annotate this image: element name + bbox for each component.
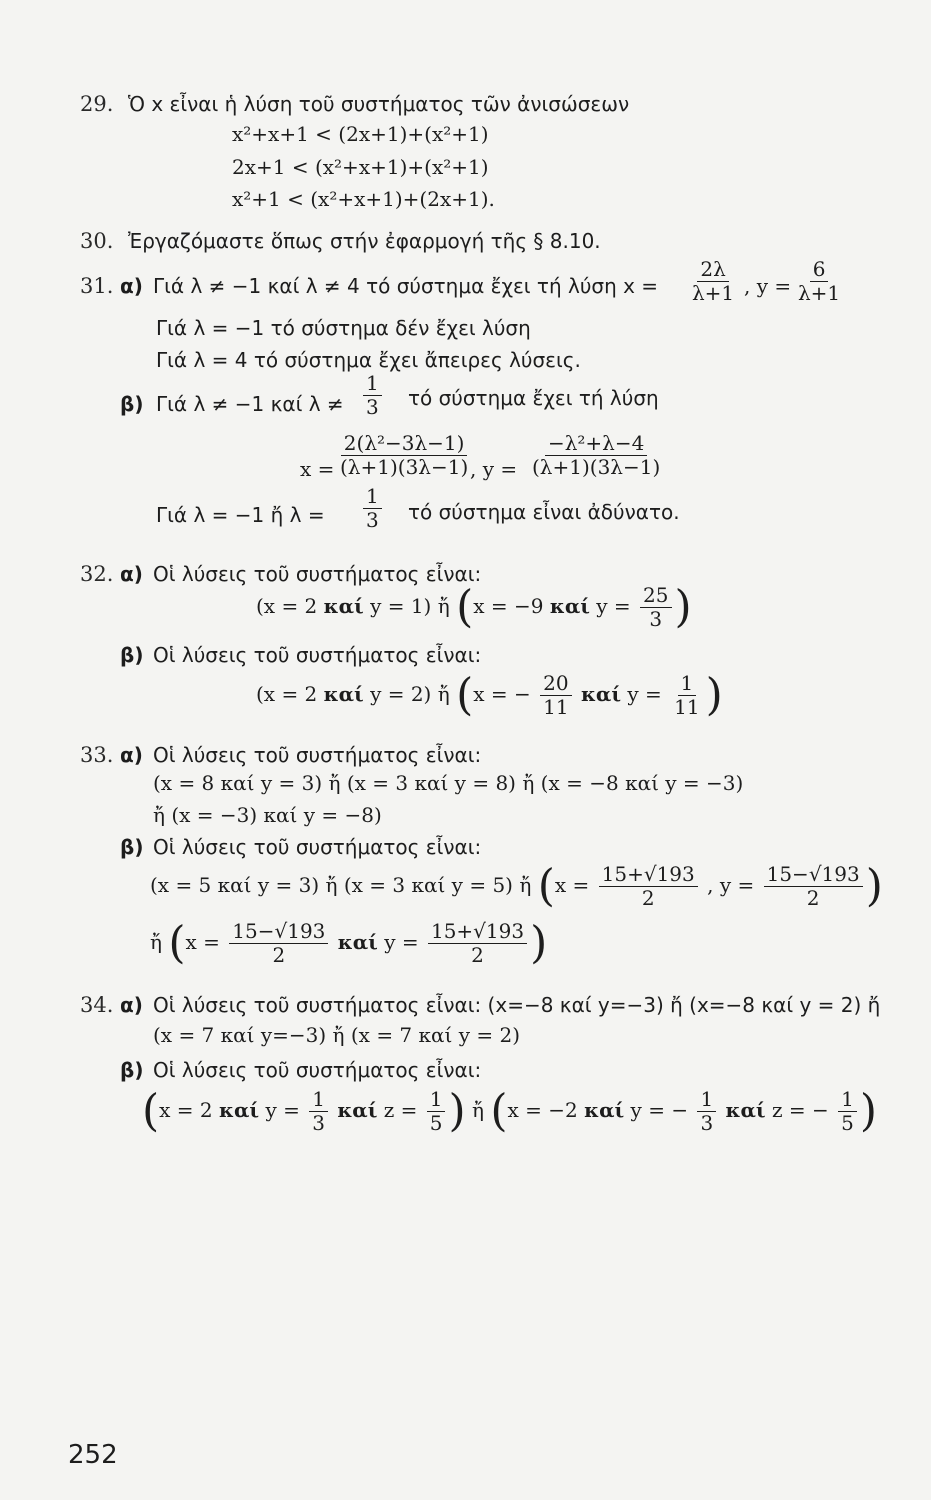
part-a-label: α): [120, 562, 143, 586]
item-number-33: 33.: [80, 743, 114, 767]
problem-32a-text: Οἱ λύσεις τοῦ συστήματος εἶναι:: [153, 562, 482, 586]
problem-31a-x-fraction: $\frac{2\lambda}{\lambda+1}$: [692, 257, 735, 305]
part-a-label: α): [120, 993, 143, 1017]
problem-33b-line-2: ἤ (x = $\frac{15-√193}{2}$ καί y = $\frac{15+√193}{2}$ ): [150, 917, 548, 969]
problem-31b-x-fraction: $\frac{\text{2(λ²−3λ−1)}}{(\lambda+1)(3\lambda-1)}$: [340, 431, 469, 479]
problem-31b-y-lhs: , y =: [470, 457, 518, 481]
problem-32a-solutions: (x = 2 καί y = 1) ἤ (x = −9 καί y = $\frac{25}{3}$ ): [256, 581, 692, 633]
item-number-29: 29.: [80, 92, 114, 116]
problem-31c-post: τό σύστημα εἶναι ἀδύνατο.: [408, 500, 680, 524]
inequality-line-2: 2x+1 < (x²+x+1)+(x²+1): [232, 155, 489, 179]
inequality-line-1: x²+x+1 < (2x+1)+(x²+1): [232, 122, 489, 146]
item-number-30: 30.: [80, 229, 114, 253]
problem-34a-line-2: (x = 7 καί y=−3) ἤ (x = 7 καί y = 2): [153, 1023, 521, 1047]
item-number-32: 32.: [80, 562, 114, 586]
problem-31a-text: Γιά λ ≠ −1 καί λ ≠ 4 τό σύστημα ἔχει τή λύση x =: [153, 274, 659, 298]
problem-31c-fraction: $\frac{1}{3}$: [360, 485, 385, 532]
problem-34b-text: Οἱ λύσεις τοῦ συστήματος εἶναι:: [153, 1058, 482, 1082]
problem-32b-solutions: (x = 2 καί y = 2) ἤ (x = − $\frac{20}{11}$ καί y = $\frac{1}{11}$ ): [256, 669, 723, 721]
problem-31b-fraction: $\frac{1}{3}$: [360, 372, 385, 419]
problem-31b-y-fraction: $\frac{\text{−λ²+λ−4}}{(\lambda+1)(3\lambda-1)}$: [532, 431, 661, 479]
problem-33a-line-1: (x = 8 καί y = 3) ἤ (x = 3 καί y = 8) ἤ (x = −8 καί y = −3): [153, 771, 744, 795]
problem-31b-x-lhs: x =: [300, 457, 335, 481]
problem-30-text: Ἐργαζόμαστε ὅπως στήν ἐφαρμογή τῆς § 8.10.: [128, 229, 601, 253]
problem-31a-y-fraction: $\frac{6}{\lambda+1}$: [798, 257, 841, 305]
problem-31b-pre: Γιά λ ≠ −1 καί λ ≠: [156, 392, 344, 416]
part-b-label: β): [120, 643, 144, 667]
problem-31a-case-2: Γιά λ = 4 τό σύστημα ἔχει ἄπειρες λύσεις.: [156, 348, 581, 372]
problem-31a-case-1: Γιά λ = −1 τό σύστημα δέν ἔχει λύση: [156, 316, 531, 340]
part-a-label: α): [120, 274, 143, 298]
problem-33b-text: Οἱ λύσεις τοῦ συστήματος εἶναι:: [153, 835, 482, 859]
problem-31c-pre: Γιά λ = −1 ἤ λ =: [156, 503, 325, 527]
problem-33a-line-2: ἤ (x = −3) καί y = −8): [153, 803, 382, 827]
problem-34b-solutions: (x = 2 καί y = $\frac{1}{3}$ καί z = $\frac{1}{5}$ ) ἤ (x = −2 καί y = − $\frac{1}{3}$ καί z = − $\frac{1}{5}$ ): [142, 1085, 877, 1137]
part-b-label: β): [120, 1058, 144, 1082]
page-number: 252: [68, 1440, 118, 1470]
part-a-label: α): [120, 743, 143, 767]
problem-32b-text: Οἱ λύσεις τοῦ συστήματος εἶναι:: [153, 643, 482, 667]
problem-29-intro: Ὁ x εἶναι ἡ λύση τοῦ συστήματος τῶν ἀνισώσεων: [128, 92, 630, 116]
inequality-line-3: x²+1 < (x²+x+1)+(2x+1).: [232, 187, 495, 211]
problem-34a-line-1: Οἱ λύσεις τοῦ συστήματος εἶναι: (x=−8 καί y=−3) ἤ (x=−8 καί y = 2) ἤ: [153, 993, 881, 1017]
problem-31a-y-lhs: , y =: [744, 274, 792, 298]
problem-33a-text: Οἱ λύσεις τοῦ συστήματος εἶναι:: [153, 743, 482, 767]
part-b-label: β): [120, 392, 144, 416]
part-b-label: β): [120, 835, 144, 859]
item-number-31: 31.: [80, 274, 114, 298]
item-number-34: 34.: [80, 993, 114, 1017]
problem-33b-line-1: (x = 5 καί y = 3) ἤ (x = 3 καί y = 5) ἤ (x = $\frac{15+√193}{2}$ , y = $\frac{15-√193}{2}$ ): [150, 860, 883, 912]
problem-31b-post: τό σύστημα ἔχει τή λύση: [408, 386, 659, 410]
